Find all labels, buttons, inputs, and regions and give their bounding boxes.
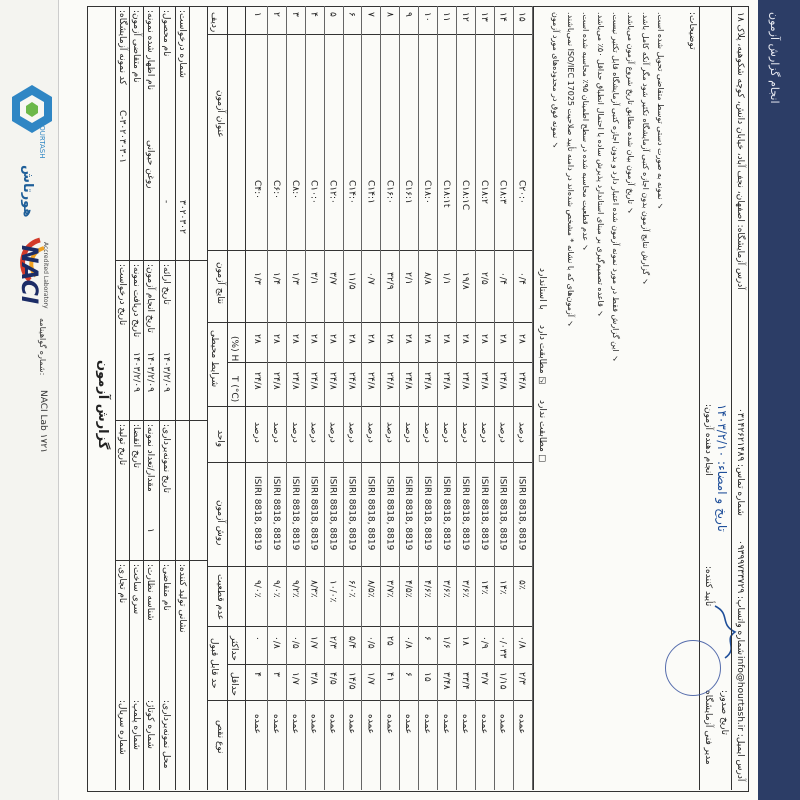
row-max: ۱/۷ <box>365 672 376 685</box>
report-paper <box>58 0 759 800</box>
prepared-label: انجام دهنده آزمون: <box>703 404 713 476</box>
row-result: ۰/۴ <box>516 272 527 285</box>
amount-value: ۱ <box>145 528 155 533</box>
row-method: ISIRI 8818, 8819 <box>422 476 433 551</box>
row-number: ۸ <box>384 12 395 17</box>
row-number: ۱۰ <box>422 12 433 22</box>
receive-date-value: ۱۴۰۳/۲/۰۹ <box>131 352 141 392</box>
row-result: ۱۹/۸ <box>459 272 470 290</box>
row-method: ISIRI 8818, 8819 <box>478 476 489 551</box>
row-max: ۴/۵ <box>327 672 338 685</box>
row-temperature: ۲۴/۸ <box>252 372 262 390</box>
row-defect-type: عمده <box>270 714 281 735</box>
row-defect-type: عمده <box>516 714 527 735</box>
conformity-std: با استاندارد <box>537 268 547 310</box>
row-method: ISIRI 8818, 8819 <box>270 476 281 551</box>
row-number: ۲ <box>270 12 281 17</box>
row-number: ۱۳ <box>478 12 489 22</box>
conformity-no[interactable]: ☐ مطابقت ندارد <box>537 400 547 465</box>
table-row-divider <box>494 6 495 790</box>
row-temperature: ۲۴/۸ <box>270 372 281 390</box>
header-unit: واحد <box>215 430 225 448</box>
info-sep-1 <box>115 260 207 261</box>
row-number: ۱۴ <box>497 12 508 22</box>
info-divider-3 <box>159 6 160 790</box>
row-defect-type: عمده <box>308 714 319 735</box>
row-number: ۱۵ <box>516 12 527 22</box>
row-unit: درصد <box>252 422 262 443</box>
row-result: ۱/۳ <box>289 272 300 285</box>
row-min: ۲۵ <box>384 636 395 646</box>
header-uncertainty: عدم قطعیت <box>215 574 225 621</box>
date-sign-label: تاریخ و امضاء: <box>715 461 729 532</box>
note-item: ✓ این گزارش فقط در مورد نمونه آزمون شده اعتبار دارد و بدون اجازه کتبی آزمایشگاه قابل تکثیر نیست. <box>611 12 620 364</box>
footer-email: آدرس ایمیل: info@hourtash.ir <box>735 656 745 782</box>
table-row-divider <box>513 6 514 790</box>
row-uncertainty: ۴/۵٪ <box>403 580 414 598</box>
header-row: ردیف <box>209 12 219 33</box>
row-result: ۲/۱ <box>403 272 414 285</box>
naci-text: NACI <box>16 245 41 305</box>
row-uncertainty: ۱۴٪ <box>497 580 508 595</box>
right-strip <box>758 0 800 800</box>
row-title: C۱۸:۲ <box>478 180 489 204</box>
brand-label: نام تجاری: <box>117 564 127 604</box>
row-unit: درصد <box>384 422 395 443</box>
request-label: شماره درخواست: <box>177 10 187 78</box>
row-unit: درصد <box>422 422 433 443</box>
issue-date-sign: تاریخ صدور: <box>719 690 729 735</box>
row-min: ۰/۸ <box>403 636 414 649</box>
row-min: ۰/۹ <box>478 636 489 649</box>
row-defect-type: عمده <box>384 714 395 735</box>
license-label: شناسه نظارت: <box>145 564 155 621</box>
row-title: C۱۸:۱C <box>459 180 470 211</box>
row-number: ۱ <box>252 12 262 17</box>
row-result: ۳/۱ <box>308 272 319 285</box>
row-result: ۳۲/۹ <box>384 272 395 290</box>
row-temperature: ۲۴/۸ <box>365 372 376 390</box>
table-row-divider <box>437 6 438 790</box>
row-temperature: ۲۴/۸ <box>497 372 508 390</box>
info-divider-5 <box>189 6 190 790</box>
row-min: ۱/۷ <box>308 636 319 649</box>
row-humidity: ۲۸ <box>497 334 508 344</box>
note-item: ✓ گزارش نتایج آزمون بدون اجازه کتبی آزمایشگاه تکثیر شود مگر آنکه کامل باشد. <box>641 12 650 287</box>
row-defect-type: عمده <box>497 714 508 735</box>
row-title: C۱۶:۱ <box>403 180 414 204</box>
note-item: ✓ نمونه به صورت دستی توسط متقاضی تحویل شده است. <box>656 12 665 212</box>
info-divider-2 <box>143 6 144 790</box>
name-label: نام متقاضی آزمون: <box>131 10 141 83</box>
row-min: ۰/۵ <box>365 636 376 649</box>
row-title: C۱۸:۳ <box>497 180 508 204</box>
row-number: ۶ <box>346 12 357 17</box>
row-method: ISIRI 8818, 8819 <box>289 476 300 551</box>
row-defect-type: عمده <box>403 714 414 735</box>
table-header-divider <box>245 6 246 790</box>
row-humidity: ۲۸ <box>384 334 395 344</box>
table-bottom <box>533 6 534 790</box>
row-uncertainty: ۸/۳٪ <box>308 580 319 598</box>
col-sep-unit <box>207 462 533 463</box>
row-uncertainty: ۵٪ <box>516 580 527 590</box>
row-unit: درصد <box>327 422 338 443</box>
naci-subtext: Accredited Laboratory <box>42 242 49 309</box>
product-label: نام محصول: <box>161 10 171 57</box>
row-unit: درصد <box>346 422 357 443</box>
footer-whatsapp: شماره واتساپ: ۰۹۳۹۹۷۳۳۷۲۹ <box>735 540 745 656</box>
row-title: C۱۴:۰ <box>346 180 357 204</box>
row-unit: درصد <box>516 422 527 443</box>
title-divider <box>115 6 116 790</box>
row-method: ISIRI 8818, 8819 <box>516 476 527 551</box>
prod-date-label: تاریخ تولید: <box>117 424 127 466</box>
row-title: C۸:۰ <box>289 180 300 199</box>
table-row-divider <box>324 6 325 790</box>
row-unit: درصد <box>365 422 376 443</box>
row-temperature: ۲۴/۸ <box>327 372 338 390</box>
row-method: ISIRI 8818, 8819 <box>365 476 376 551</box>
conformity-no-label: مطابقت ندارد <box>537 400 547 452</box>
row-method: ISIRI 8818, 8819 <box>441 476 451 551</box>
right-strip-text: انجام گزارش آزمون <box>768 12 781 104</box>
note-item: ✓ آزمون‌های که با نشانه * مشخص شده‌اند در دامنه تأیید صلاحیت ISO/IEC 17025 نمی‌باشند. <box>566 12 575 329</box>
table-row-divider <box>380 6 381 790</box>
info-divider-4 <box>175 6 176 790</box>
approved-label: تأیید کننده: <box>703 566 713 607</box>
row-max: ۳/۸ <box>308 672 319 685</box>
row-max: ۳/۴۸ <box>441 672 451 690</box>
header-title: عنوان آزمون <box>215 90 225 138</box>
row-result: ۱/۴ <box>270 272 281 285</box>
table-row-divider <box>418 6 419 790</box>
row-max: ۱۴/۵ <box>346 672 357 690</box>
table-row-divider <box>305 6 306 790</box>
row-min: ۱/۶ <box>441 636 451 649</box>
row-number: ۴ <box>308 12 319 17</box>
row-uncertainty: ۳/۶٪ <box>441 580 451 598</box>
header-limits: حد قابل قبول <box>209 638 219 689</box>
footer-divider <box>731 6 732 790</box>
date-sign-value <box>715 404 729 532</box>
test-date-value: ۱۴۰۳/۲/۰۹ <box>145 352 155 392</box>
row-uncertainty: ۹/۲٪ <box>289 580 300 598</box>
row-title: C۱۴:۱ <box>365 180 376 204</box>
req-date-label: تاریخ درخواست: <box>117 264 127 326</box>
row-result: ۱۱/۵ <box>346 272 357 290</box>
row-uncertainty: ۱۴٪ <box>478 580 489 595</box>
row-number: ۱۲ <box>459 12 470 22</box>
product-value: - <box>161 200 171 204</box>
date-sign-number: ۱۴۰۳/۲/۱۰ <box>715 404 729 458</box>
issue-date-value: ۱۴۰۳/۲/۰۹ <box>161 352 171 392</box>
row-uncertainty: ۸/۵٪ <box>365 580 376 598</box>
expire-label: تاریخ انقضا: <box>131 424 141 468</box>
row-uncertainty: ۹/۰٪ <box>252 580 262 598</box>
sampling-label: تاریخ نمونه‌برداری: <box>161 424 171 493</box>
row-temperature: ۲۴/۸ <box>346 372 357 390</box>
row-temperature: ۲۴/۸ <box>384 372 395 390</box>
row-defect-type: عمده <box>327 714 338 735</box>
row-unit: درصد <box>270 422 281 443</box>
row-defect-type: عمده <box>346 714 357 735</box>
amount-label: مقدار/تعداد نمونه: <box>145 424 155 492</box>
row-temperature: ۲۴/۸ <box>478 372 489 390</box>
row-humidity: ۲۸ <box>365 334 376 344</box>
row-humidity: ۲۸ <box>441 334 451 344</box>
row-humidity: ۲۸ <box>308 334 319 344</box>
sample-label: نام اظهار شده نمونه: <box>145 10 155 91</box>
table-row-divider <box>456 6 457 790</box>
header-env: شرایط محیطی <box>209 330 219 388</box>
row-method: ISIRI 8818, 8819 <box>327 476 338 551</box>
conformity-yes-label: مطابقت دارد <box>537 325 547 374</box>
row-title: C۱۶:۰ <box>384 180 395 204</box>
note-item: ✓ تاریخ آزمون بیان شده مطابق تاریخ شروع آزمون می‌باشد. <box>626 12 635 216</box>
row-uncertainty: ۳/۷٪ <box>384 580 395 598</box>
row-defect-type: عمده <box>422 714 433 735</box>
row-temperature: ۲۴/۸ <box>422 372 433 390</box>
cert-label: شماره گواهینامه: <box>38 318 47 376</box>
row-defect-type: عمده <box>252 714 262 735</box>
row-max: ۲/۳ <box>516 672 527 685</box>
table-row-divider <box>475 6 476 790</box>
package-label: شماره پلمپ: <box>131 700 141 750</box>
header-method: روش آزمون <box>215 500 225 546</box>
table-header-divider-a <box>227 6 228 790</box>
row-temperature: ۲۴/۸ <box>441 372 451 390</box>
row-humidity: ۲۸ <box>270 334 281 344</box>
hoorutash-text-en: HOURTASH <box>38 120 46 159</box>
row-method: ISIRI 8818, 8819 <box>308 476 319 551</box>
row-min: ۵/۴ <box>346 636 357 649</box>
row-unit: درصد <box>403 422 414 443</box>
col-sep-row <box>207 34 533 35</box>
note-item: ✓ عدم قطعیت محاسبه شده در سطح اطمینان ۹۵٪ محاسبه شده است. <box>581 12 590 253</box>
row-unit: درصد <box>441 422 451 443</box>
serial-label: شماره سریال: <box>117 700 127 755</box>
row-result: ۰/۷ <box>365 272 376 285</box>
row-number: ۵ <box>327 12 338 17</box>
row-method: ISIRI 8818, 8819 <box>459 476 470 551</box>
row-min: ۰ <box>252 636 262 641</box>
info-divider-1 <box>129 6 130 790</box>
col-sep-title <box>207 250 533 251</box>
row-max: ۴۱ <box>384 672 395 682</box>
row-method: ISIRI 8818, 8819 <box>384 476 395 551</box>
row-number: ۳ <box>289 12 300 17</box>
col-sep-t <box>207 406 533 407</box>
row-defect-type: عمده <box>365 714 376 735</box>
code-value: ۳۰۲۰۳۰۳۰۱-C <box>117 110 127 164</box>
note-item: ✓ قاعده تصمیم‌گیری بر مبنای استاندارد پذیرش ساده با احتمال انطباق حداقل ۵۰٪ می‌باشد. <box>596 12 605 319</box>
col-sep-min <box>207 700 533 701</box>
conformity-yes[interactable]: ☑ مطابقت دارد <box>537 325 547 387</box>
row-temperature: ۲۴/۸ <box>403 372 414 390</box>
row-defect-type: عمده <box>289 714 300 735</box>
row-humidity: ۲۸ <box>252 334 262 344</box>
row-max: ۴ <box>252 672 262 677</box>
manager-label: مدیر فنی آزمایشگاه <box>703 690 713 765</box>
row-uncertainty: ۴/۶٪ <box>422 580 433 598</box>
row-result: ۱/۱ <box>441 272 451 285</box>
row-result: ۸/۸ <box>422 272 433 285</box>
row-humidity: ۲۸ <box>516 334 527 344</box>
code-label: کد نمونه آزمایشگاه: <box>117 10 127 85</box>
row-temperature: ۲۴/۸ <box>289 372 300 390</box>
row-max: ۱/۱۵ <box>497 672 508 690</box>
row-result: ۲/۵ <box>478 272 489 285</box>
row-humidity: ۲۸ <box>478 334 489 344</box>
row-defect-type: عمده <box>478 714 489 735</box>
header-min: حداقل <box>229 672 239 696</box>
info-divider-6 <box>207 6 208 790</box>
producer-label: نشانی تولید کننده: <box>177 564 187 633</box>
row-result: ۱/۳ <box>252 272 262 285</box>
row-number: ۷ <box>365 12 376 17</box>
row-humidity: ۲۸ <box>327 334 338 344</box>
row-title: C۱۸:۰ <box>422 180 433 204</box>
row-unit: درصد <box>497 422 508 443</box>
header-result: نتایج آزمون <box>215 262 225 305</box>
lab-code: NACI Lab ۱۷۲۱ <box>38 390 48 453</box>
note-item: ✓ نمونه فوق در محدوده‌های مورد آزمون <box>551 12 560 150</box>
row-method: ISIRI 8818, 8819 <box>346 476 357 551</box>
explain-label: توضیحات: <box>687 12 697 50</box>
row-defect-type: عمده <box>459 714 470 735</box>
row-result: ۰/۴ <box>497 272 508 285</box>
row-defect-type: عمده <box>441 714 451 735</box>
table-row-divider <box>343 6 344 790</box>
row-title: C۲۰:۰ <box>516 180 527 204</box>
row-min: ۰/۸ <box>516 636 527 649</box>
row-uncertainty: ۳/۶٪ <box>459 580 470 598</box>
header-env-t: T (°C) <box>229 376 239 403</box>
row-unit: درصد <box>308 422 319 443</box>
col-sep-unc <box>207 626 533 627</box>
sample-value: روغن حیوانی <box>145 140 155 189</box>
col-sep-method <box>207 566 533 567</box>
table-row-divider <box>361 6 362 790</box>
series-label: سری ساخت: <box>131 564 141 615</box>
row-method: ISIRI 8818, 8819 <box>252 476 262 551</box>
row-min: ۰/۰۳۳ <box>497 636 508 659</box>
table-row-divider <box>399 6 400 790</box>
row-humidity: ۲۸ <box>422 334 433 344</box>
header-env-h: H (%) <box>229 336 239 362</box>
info-sep-2 <box>115 420 207 421</box>
row-max: ۶ <box>403 672 414 677</box>
row-title: C۱۸:۱t <box>441 180 451 208</box>
row-min: ۰/۸ <box>270 636 281 649</box>
row-min: ۶ <box>422 636 433 641</box>
footer-phone: شماره تماس: ۰۳۱۴۲۶۲۱۴۸۹ <box>735 408 745 516</box>
row-title: C۶:۰ <box>270 180 281 199</box>
receive-date-label: تاریخ دریافت نمونه: <box>131 264 141 338</box>
row-max: ۳۳/۴ <box>459 672 470 690</box>
row-unit: درصد <box>459 422 470 443</box>
issue-date-label: تاریخ ارائه: <box>161 264 171 305</box>
row-title: C۴:۰ <box>252 180 262 199</box>
row-max: ۳ <box>270 672 281 677</box>
row-max: ۳/۷ <box>478 672 489 685</box>
row-min: ۰/۵ <box>289 636 300 649</box>
page-title: گزارش آزمون <box>95 360 110 450</box>
col-sep-result <box>207 322 533 323</box>
header-max: حداکثر <box>229 636 239 661</box>
info-sep-3 <box>115 560 207 561</box>
row-humidity: ۲۸ <box>403 334 414 344</box>
row-method: ISIRI 8818, 8819 <box>403 476 414 551</box>
row-title: C۱۰:۰ <box>308 180 319 204</box>
hoorutash-text-fa: هورتاش <box>20 165 35 218</box>
row-method: ISIRI 8818, 8819 <box>497 476 508 551</box>
footer-address: آدرس آزمایشگاه: اصفهان، نجف آباد، خیابان دانش، کوچه شکوهیه، پلاک ۱۸ <box>735 12 745 290</box>
row-humidity: ۲۸ <box>346 334 357 344</box>
table-row-divider <box>267 6 268 790</box>
row-temperature: ۲۴/۸ <box>459 372 470 390</box>
row-uncertainty: ۹/۰٪ <box>270 580 281 598</box>
test-date-label: تاریخ انجام آزمون: <box>145 264 155 333</box>
cert-no-label: شماره کوتاژ: <box>145 700 155 749</box>
table-row-divider <box>286 6 287 790</box>
row-result: ۳/۷ <box>327 272 338 285</box>
row-temperature: ۲۴/۸ <box>516 372 527 390</box>
row-title: C۱۲:۰ <box>327 180 338 204</box>
row-number: ۹ <box>403 12 414 17</box>
applicant-label: نام متقاضی: <box>161 564 171 611</box>
place-label: محل نمونه‌برداری: <box>161 700 171 769</box>
approval-stamp <box>665 640 721 696</box>
row-max: ۱۵ <box>422 672 433 682</box>
row-humidity: ۲۸ <box>459 334 470 344</box>
row-min: ۲/۳ <box>327 636 338 649</box>
row-temperature: ۲۴/۸ <box>308 372 319 390</box>
row-uncertainty: ۱۰/۰٪ <box>327 580 338 603</box>
request-value: ۳۰۲۰۳۰۲ <box>177 200 187 234</box>
row-max: ۱/۷ <box>289 672 300 685</box>
row-min: ۱۸ <box>459 636 470 646</box>
row-uncertainty: ۶/۰٪ <box>346 580 357 598</box>
row-unit: درصد <box>289 422 300 443</box>
row-unit: درصد <box>478 422 489 443</box>
row-number: ۱۱ <box>441 12 451 22</box>
row-humidity: ۲۸ <box>289 334 300 344</box>
header-type: نوع نقص <box>215 720 225 754</box>
